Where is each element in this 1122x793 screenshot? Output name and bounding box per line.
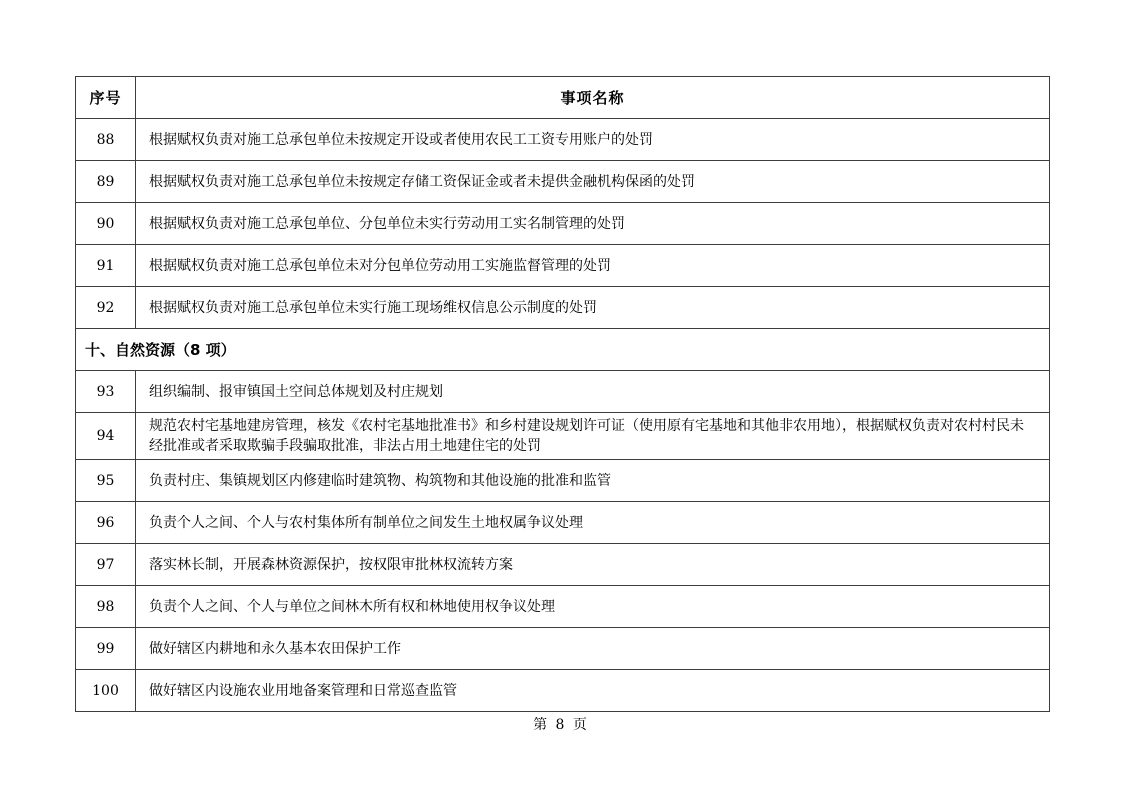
item-name: 根据赋权负责对施工总承包单位、分包单位未实行劳动用工实名制管理的处罚 bbox=[136, 203, 1050, 245]
table-row bbox=[76, 161, 1050, 203]
section-header-label: 十、自然资源（8 项） bbox=[76, 329, 1050, 371]
col-header-name: 事项名称 bbox=[136, 77, 1050, 119]
table-row bbox=[76, 371, 1050, 413]
table-row bbox=[76, 287, 1050, 329]
row-number: 100 bbox=[76, 670, 136, 712]
row-number: 90 bbox=[76, 203, 136, 245]
row-number: 92 bbox=[76, 287, 136, 329]
item-name: 根据赋权负责对施工总承包单位未按规定存储工资保证金或者未提供金融机构保函的处罚 bbox=[136, 161, 1050, 203]
item-name: 根据赋权负责对施工总承包单位未实行施工现场维权信息公示制度的处罚 bbox=[136, 287, 1050, 329]
table-body bbox=[76, 119, 1050, 712]
row-number: 89 bbox=[76, 161, 136, 203]
section-header-row bbox=[76, 329, 1050, 371]
item-name: 负责村庄、集镇规划区内修建临时建筑物、构筑物和其他设施的批准和监管 bbox=[136, 460, 1050, 502]
table-row bbox=[76, 670, 1050, 712]
item-name: 根据赋权负责对施工总承包单位未对分包单位劳动用工实施监督管理的处罚 bbox=[136, 245, 1050, 287]
header-row bbox=[76, 77, 1050, 119]
row-number: 96 bbox=[76, 502, 136, 544]
item-name: 规范农村宅基地建房管理，核发《农村宅基地批准书》和乡村建设规划许可证（使用原有宅基地和其他非农用地），根据赋权负责对农村村民未经批准或者采取欺骗手段骗取批准，非法占用土地建住宅的处罚 bbox=[136, 413, 1050, 460]
table-row bbox=[76, 586, 1050, 628]
item-name: 负责个人之间、个人与单位之间林木所有权和林地使用权争议处理 bbox=[136, 586, 1050, 628]
table-row bbox=[76, 460, 1050, 502]
table-row bbox=[76, 544, 1050, 586]
item-name: 做好辖区内设施农业用地备案管理和日常巡查监管 bbox=[136, 670, 1050, 712]
row-number: 99 bbox=[76, 628, 136, 670]
item-name: 根据赋权负责对施工总承包单位未按规定开设或者使用农民工工资专用账户的处罚 bbox=[136, 119, 1050, 161]
items-table bbox=[75, 76, 1050, 712]
table-row bbox=[76, 502, 1050, 544]
item-name: 落实林长制，开展森林资源保护，按权限审批林权流转方案 bbox=[136, 544, 1050, 586]
table-row bbox=[76, 203, 1050, 245]
col-header-index: 序号 bbox=[76, 77, 136, 119]
row-number: 97 bbox=[76, 544, 136, 586]
row-number: 98 bbox=[76, 586, 136, 628]
table-header bbox=[76, 77, 1050, 119]
row-number: 88 bbox=[76, 119, 136, 161]
item-name: 做好辖区内耕地和永久基本农田保护工作 bbox=[136, 628, 1050, 670]
table-row bbox=[76, 119, 1050, 161]
table-row bbox=[76, 628, 1050, 670]
row-number: 93 bbox=[76, 371, 136, 413]
item-name: 负责个人之间、个人与农村集体所有制单位之间发生土地权属争议处理 bbox=[136, 502, 1050, 544]
row-number: 94 bbox=[76, 413, 136, 460]
table-row bbox=[76, 413, 1050, 460]
row-number: 95 bbox=[76, 460, 136, 502]
row-number: 91 bbox=[76, 245, 136, 287]
item-name: 组织编制、报审镇国土空间总体规划及村庄规划 bbox=[136, 371, 1050, 413]
page-number: 第 8 页 bbox=[533, 717, 589, 733]
table-row bbox=[76, 245, 1050, 287]
